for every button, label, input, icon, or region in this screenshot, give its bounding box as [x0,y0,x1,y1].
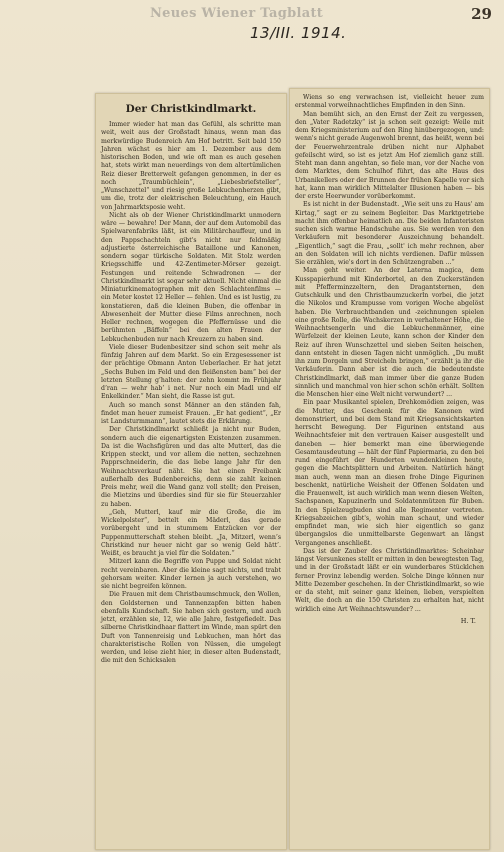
author-signature: H. T. [460,616,476,625]
masthead-title: Neues Wiener Tagblatt [150,6,324,21]
paragraph: Das ist der Zauber des Christkindlmarktes: Scheinbar längst Versunkenes stellt er mitten in den bewegtesten Tag, und in der Großstadt läßt er ein wunderbares Stücklchen ferner Provinz lebendig werden. Solche Dinge können nur Mitte Dezember geschehen. In der Christkindlmarkt, so wie er da steht, mit seiner ganz kleinen, lieben, verspielten Welt, die doch an die 150 Christen zu erhalten hat, nicht wirklich eine Art Weihnachtswunder? ... [295,547,484,613]
article-clipping-right [289,88,490,850]
paragraph: Es ist nicht in der Budenstadt. „Wie seit uns zu Haus' am Kirtag,“ sagt er zu seinem Begleiter. Das Marktgetriebe macht ihm offenbar heimatlich an. Die beiden Infanteristen suchen sich warme Handschuhe aus. Sie werden von den Verkäufern mit besonderer Auszeichnung behandelt. „Eigentlich,“ sagt die Frau, „sollt' ich mehr rechnen, aber an den Soldaten will ich nichts verdienen. Dafür müssen Sie erzählen, wie's dort in den Schützengraben ...“ [295,201,484,266]
paragraph: Nicht als ob der Wiener Christkindlmarkt unmodern wäre — bewahre! Der Mann, der auf dem Automobil das Spielwarenfabriks läßt, ist ein Militärchauffeur, und in den Pappschachteln gibt's nicht nur feldmäßig adjustierte österreichische Bataillone und Kanonen, sondern sogar türkische Soldaten. Mit Stolz werden Kriegsschiffe und 42-Zentimeter-Mörser gezeigt. Festungen und reitende Schwadronen — der Christkindlmarkt ist sogar sehr aktuell. Nicht einmal die Miniaturkinematographen mit den Schlachtenfilms — ein Meter kostet 12 Heller — fehlen. Und es ist lustig, zu konstatieren, daß die kleinen Buben, die offenbar in Abwesenheit der Mutter diese Films anrechnen, noch Heller rechnen, wogegen die Pfeffernüsse und die berühmten „Bäffeln“ bei den alten Frauen der Lebkuchenbuden nur nach Kreuzern zu haben sind. [101,211,281,343]
paragraph: „Geh, Mutterl, kauf mir die Große, die im Wickelpolster“, bettelt ein Mäderl, das gerade vorübergeht und in stummem Entzücken vor der Puppenmutterschaft stehen bleibt. „Ja, Mitzerl, wenn’s Christkind nur heuer nicht gar so wenig Geld hätt’. Weißt, es braucht ja viel für die Soldaten.“ [101,508,281,557]
article-headline: Der Christkindlmarkt. [125,103,257,115]
paragraph: Wiens so eng verwachsen ist, vielleicht heuer zum erstenmal vorweihnachtliches Empfinden in den Sinn. [295,94,484,110]
article-column-left [96,121,286,666]
paragraph: Immer wieder hat man das Gefühl, als schritte man weit, weit aus der Großstadt hinaus, wenn man das merkwürdige Budenreich Am Hof betritt. Seit bald 150 Jahren wächst es hier am 1. Dezember aus dem historischen Boden, und wie oft man es auch gesehen hat, stets wirkt man neuerdings von dem altertümlichen Reiz dieser Bretterwelt gefangen genommen, in der es noch „Traumbüchlein“, „Liebesbriefsteller“, „Wunschzettel“ und riesig große Lebkuchenherzen gibt, um die, trotz der elektrischen Beleuchtung, ein Hauch von Jahrmarktsposie weht. [101,121,281,211]
paragraph: Die Frauen mit dem Christbaumschmuck, den Wollen, den Goldsternen und Tannenzapfen bitten haben ebenfalls Kundschaft. Sie haben sich gestern, und auch jetzt, erzählen sie, 12, wie alle Jahre, festgefiedelt. Das silberne Christkindhaar flattert im Winde, man spürt den Duft von Tannenreisig und Lebkuchen, man hört das charakteristische Rollen von Nüssen, die umgelegt werden, und leise zieht hier, in dieser alten Budenstadt, die mit den Schicksalen [101,591,281,665]
article-column-right [290,89,489,625]
paragraph: Man geht weiter. An der Laterna magica, dem Kusspapierhund mit Kinderbortel, an den Zuckerständen mit Pfefferminzzeltern, den Dragantsternen, den Gutschkulk und den Christbaumzuckerln vorbei, die jetzt die Nikolos und Krampusse vom vorigen Woche abgelöst haben. Die Verbrauchtbanden und -zeichnungen spielen eine große Rolle, die Wachskerzen in verhaltener Höhe, die Weihnachtsengerln und die Lebkuchenmänner, eine Würfelzeit der kleinen Leute, kann schon der Kinder den Reiz auf ihren Wunschzettel und sieben Seiten heischen, dann entsteht in diesen Tagen nicht unmöglich. „Du mußt ihn zum Dorgeln und Streicheln bringen,“ erzählt ja ihr die Verkäuferin. Dann aber ist die auch die bedeutendste Christkindlmarkt, daß man immer über die ganze Buden sinnlich und manchmal von hier schon schön erhält. Sollten die Menschen hier eine Welt nicht verwundert? ... [295,267,484,398]
article-clipping-left [95,93,287,850]
paragraph: Auch so manch sonst Männer an den ständen fah, findet man heuer zumeist Frauen. „Er hat gedient“, „Er ist Landsturmmann“, lautet stets die Erklärung. [101,401,281,425]
paragraph: Ein paar Musikantel spielen, Drehkomödien zeigen, was die Mutter, das Geschenk für die Kanonen wird demonstriert, und bei dem Stand mit Kriegsansichtskarten herrscht Bewegung. Der Figurinen entstand aus Weihnachtsfeier mit den vertrauen Kaiser ausgestellt und daneben — hier bemerkt man eine überwiegende Gesamtausdeutung — hält der fünf Papiermaria, zu den bei rund eingeführt der Hunderten wundenkleinen heute, gegen die Machtsplittern und Arbeiten. Natürlich hängt man auch, wenn man an diesen frohe Dinge Figurinen beschenkt, natürliche Weisheit der Offenen Soldaten und die Frauenwelt, ist auch wirklich man wenn diesen Welten, Sachspanen, Kapuzinerln und Soldatenmützen für Buben. In den Spielzeugbuden sind alle Regimenter vertreten. Kriegsabzeichen gibt's, wohin man schaut, und wieder empfindet man, wie sich hier eigentlich so ganz übergangslos die unmittelbarste Gegenwart an längst Vergangenes anschließt. [295,399,484,547]
paragraph: Mitzerl kann die Begriffe von Puppe und Soldat nicht recht vereinbaren. Aber die kleine sagt nichts, und trabt gehorsam weiter. Kinder lernen ja auch verstehen, wo sie nicht begreifen können. [101,558,281,590]
paragraph: Viele dieser Budenbesitzer sind schon seit mehr als fünfzig Jahren auf dem Markt. So ein Erzgesessener ist der prächtige Obmann Anton Ueberlacher. Er hat jetzt „Sechs Buben im Feld und den fleißensten bam“ bei der letzten Stellung g’halten: der zehn kommt im Frühjahr d’ran — wehr hab’ i net. Nur noch ein Madl und elf Enkelkinder.“ Man sieht, die Rasse ist gut. [101,343,281,401]
paragraph: Man bemüht sich, an den Ernst der Zeit zu vergessen, den „Vater Radetzky“ ist ja schon seit gezeigt: Weile mit dem Kriegsministerium auf den Ring hinübergezogen, und: wenn's nicht gerade Augenwohl brennt, das heißt, wenn bei der Feuerwehrzentrale drüben nicht nur Alphabet gefeilscht wird, so ist es jetzt Am Hof ziemlich ganz still. Steht man dann angehtan, so fiele man, vor der Nache von dem Marktes, dem Schulhof führt, das alte Haus des Urbanikellers oder der Brunnen der frühen Kapelle vor sich hat, kann man wirklich Mittelalter Illusionen haben — bis der erste Heerwunder vorüberkommt. [295,110,484,200]
handwritten-date: 13/III. 1914. [250,24,347,42]
page-number: 29 [471,5,492,23]
paragraph: Der Christkindlmarkt schließt ja nicht nur Buden, sondern auch die eigenartigsten Existenzen zusammen. Da ist die Wachsfigüren und das alte Mutterl, das die Krippen steckt, und vor allem die netten, sechzehnen Papprschneiderin, die das liebe lange Jahr für den Weihnachtsverkauf näht. Sie hat einen Freibank außerhalb des Budenbereichs, denn sie zahlt keinen Preis mehr, weil die Wand ganz voll stellt; den Preisen, die Mietzins und überdies sind für sie für Steuerzahler zu haben. [101,426,281,508]
